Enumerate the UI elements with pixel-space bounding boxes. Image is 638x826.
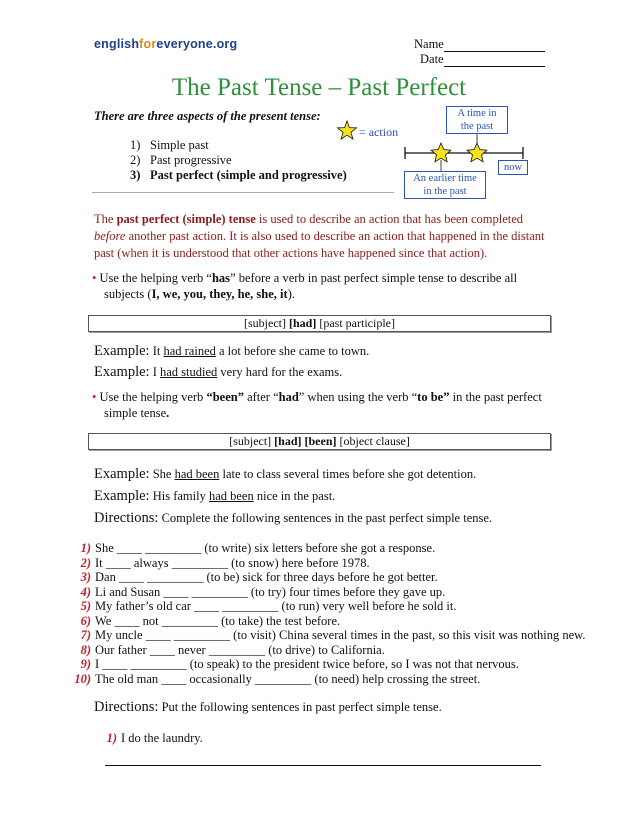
legend-star-icon	[338, 121, 357, 139]
aspect-item: 2) Past progressive	[130, 153, 232, 167]
intro-text: There are three aspects of the present tense:	[94, 109, 321, 123]
page-title: The Past Tense – Past Perfect	[171, 74, 467, 101]
definition-paragraph: The past perfect (simple) tense is used to describe an action that has been completed before another past action. It is also used to describe an action that happened in the distant past (when it is understood that other actions have happened since that action).	[94, 212, 545, 260]
list-item: 3) Dan ____ _________ (to be) sick for three days before he got better.	[80, 570, 438, 584]
list-item: 6) We ____ not _________ (to take) the test before.	[80, 613, 341, 628]
label-earlier-time: An earlier time in the past	[404, 171, 486, 199]
list-item: 4) Li and Susan ____ _________ (to try) four times before they gave up.	[80, 584, 446, 599]
site-logo: englishforeveryone.org	[94, 37, 238, 51]
list-item: 5) My father’s old car ____ _________ (to run) very well before he sold it.	[80, 599, 457, 613]
formula-box-been: [subject] [had] [been] [object clause]	[88, 433, 551, 450]
list-item: 1) She ____ _________ (to write) six letters before she got a response.	[80, 541, 436, 555]
exercise-list	[74, 541, 585, 686]
label-time-in-past: A time in the past	[446, 106, 508, 134]
label-now: now	[498, 160, 528, 175]
example-line: Example: I had studied very hard for the exams.	[94, 364, 343, 380]
example-line: Example: She had been late to class several times before she got detention.	[94, 466, 477, 482]
rule-bullet-has: • Use the helping verb “has” before a verb in past perfect simple tense to describe all subjects (I, we, you, they, he, she, it).	[92, 271, 518, 301]
date-field[interactable]	[444, 54, 545, 67]
past-action-star-icon	[467, 143, 487, 162]
name-date-fields	[414, 37, 545, 67]
directions-complete: Directions: Complete the following sentences in the past perfect simple tense.	[94, 510, 493, 526]
date-label: Date	[420, 52, 444, 66]
list-item: 7) My uncle ____ _________ (to visit) China several times in the past, so this visit was nothing new.	[80, 628, 586, 642]
name-field[interactable]	[444, 39, 545, 52]
aspect-list	[130, 138, 347, 183]
list-item: 8) Our father ____ never _________ (to drive) to California.	[80, 642, 385, 657]
list-item: 9) I ____ _________ (to speak) to the president twice before, so I was not that nervous.	[80, 657, 519, 671]
example-line: Example: It had rained a lot before she came to town.	[94, 343, 370, 359]
formula-box-simple: [subject] [had] [past participle]	[88, 315, 551, 332]
name-label: Name	[414, 37, 444, 51]
rule-bullet-been: • Use the helping verb “been” after “had” when using the verb “to be” in the past perfect simple tense.	[92, 390, 542, 420]
example-line: Example: His family had been nice in the past.	[94, 488, 336, 504]
list-item: 10) The old man ____ occasionally _________ (to need) help crossing the street.	[74, 671, 481, 686]
aspect-item: 3) Past perfect (simple and progressive)	[130, 168, 347, 182]
bullet-icon: •	[92, 271, 97, 285]
list-item: 2) It ____ always _________ (to snow) here before 1978.	[80, 555, 370, 570]
legend-label: = action	[359, 125, 399, 139]
bullet-icon: •	[92, 390, 97, 404]
rewrite-item: 1) I do the laundry.	[106, 731, 203, 745]
directions-rewrite: Directions: Put the following sentences in past perfect simple tense.	[94, 699, 442, 715]
earlier-action-star-icon	[431, 143, 451, 162]
answer-line[interactable]	[105, 765, 541, 766]
aspect-item: 1) Simple past	[130, 138, 209, 152]
